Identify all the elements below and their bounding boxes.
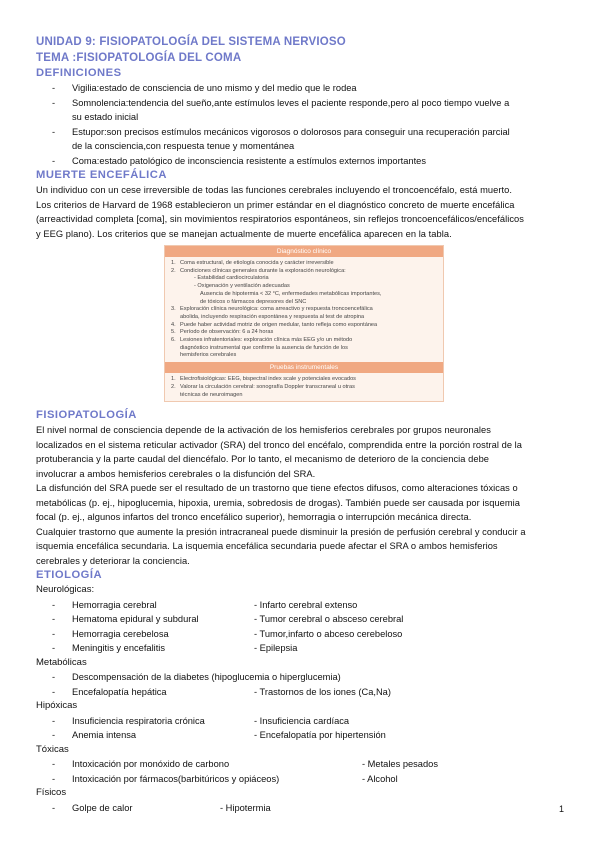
unit-title: UNIDAD 9: FISIOPATOLOGÍA DEL SISTEMA NERVIOSO [36,36,346,48]
text-line: involucrar a ambos hemisferios cerebrales o la disfunción del SRA. [36,468,316,479]
list-item: - Meningitis y encefalitis - Epilepsia [52,643,298,654]
list-item: - Descompensación de la diabetes (hipoglucemia o hiperglucemia) [52,672,341,683]
table-header-clinico: Diagnóstico clínico [165,246,443,257]
category-label: Metabólicas [36,656,87,668]
table-row: 4. Puede haber actividad motriz de origen medular, tanto refleja como espontánea [171,321,378,328]
list-item-continuation: su estado inicial [72,112,139,122]
category-label: Hipóxicas [36,700,78,712]
category-label: Neurológicas: [36,584,95,596]
fisiopatologia-paragraph [36,423,568,568]
table-row: de tóxicos o fármacos depresores del SNC [200,298,307,305]
table-row: técnicas de neuroimagen [180,391,243,398]
text-line: protuberancia y la parte caudal del diencéfalo. Por lo tanto, el mecanismo de deterioro de la conciencia debe [36,454,490,465]
table-row: 3. Exploración clínica neurológica: coma arreactivo y respuesta troncoencefálica [171,306,373,313]
list-item: - Hematoma epidural y subdural - Tumor cerebral o absceso cerebral [52,614,404,625]
table-body-clinico [165,257,443,362]
table-row: 1. Electrofisiológicas: EEG, bispectral index scale y potenciales evocados [171,376,356,383]
text-line: La disfunción del SRA puede ser el resultado de un trastorno que tiene efectos difusos, como alteraciones tóxicas o [36,483,518,494]
text-line: Cualquier trastorno que aumente la presión intracraneal puede disminuir la presión de perfusión cerebral y conducir a [36,526,526,537]
list-item: - Insuficiencia respiratoria crónica - Insuficiencia cardíaca [52,715,350,726]
text-line: localizados en el sistema reticular activador (SRA) del tronco del encéfalo, comprendida entre la porción rostral de la [36,439,523,450]
table-header-pruebas: Pruebas instrumentales [165,362,443,373]
list-item: - Intoxicación por fármacos(barbitúricos y opiáceos) - Alcohol [52,773,398,784]
list-item: - Anemia intensa - Encefalopatía por hipertensión [52,730,386,741]
criteria-table [164,245,444,402]
list-item: - Hemorragia cerebral - Infarto cerebral extenso [52,599,358,610]
category-label: Tóxicas [36,743,69,755]
list-item: - Intoxicación por monóxido de carbono - Metales pesados [52,759,438,770]
list-item: - Golpe de calor - Hipotermia [52,802,271,813]
table-row: abolida, incluyendo respiración espontánea y respuesta al test de atropina [180,313,365,320]
text-line: Un individuo con un cese irreversible de todas las funciones cerebrales incluyendo el troncoencéfalo, está muerto. [36,185,512,195]
section-title-etiologia: ETIOLOGÍA [36,569,103,582]
section-title-fisiopatologia: FISIOPATOLOGÍA [36,409,137,422]
section-title-muerte: MUERTE ENCEFÁLICA [36,169,167,181]
tema-title: TEMA :FISIOPATOLOGÍA DEL COMA [36,52,242,64]
list-item: - Hemorragia cerebelosa - Tumor,infarto o abceso cerebeloso [52,628,403,639]
table-row: hemisferios cerebrales [180,352,237,359]
table-row: 6. Lesiones infratentoriales: exploración clínica más EEG y/o un método [171,337,353,344]
table-body-pruebas [165,373,443,401]
text-line: (arreactividad completa [coma], sin movimientos respiratorios espontáneos, sin reflejos troncoencefálicos/encefálicos [36,214,524,224]
table-row: 2. Condiciones clínicas generales durante la exploración neurológica: [171,267,346,274]
document-page [36,34,568,815]
list-item: - Somnolencia:tendencia del sueño,ante estímulos leves el paciente responde,pero al poco tiempo vuelve a [52,97,510,108]
table-row: Ausencia de hipotermia < 32 °C, enfermedades metabólicas importantes, [200,290,382,297]
list-item: - Coma:estado patológico de inconsciencia resistente a estímulos externos importantes [52,155,426,166]
list-item: - Estupor:son precisos estímulos mecánicos vigorosos o dolorosos para conseguir una recuperación parcial [52,126,510,137]
table-row: 1. Coma estructural, de etiología conocida y carácter irreversible [171,260,334,266]
table-row: diagnóstico instrumental que confirme la ausencia de función de los [180,344,348,351]
text-line: focal (p. ej., algunos infartos del tronco encefálico superior), hemorragia o interrupción mecánica directa. [36,512,472,523]
list-item: - Encefalopatía hepática - Trastornos de los iones (Ca,Na) [52,686,391,697]
text-line: y EEG plano). Los criterios que se manejan actualmente de muerte encefálica aparecen en la tabla. [36,228,452,239]
category-label: Físicos [36,787,67,799]
table-row: - Estabilidad cardiocirculatoria [194,275,269,282]
text-line: isquemia encefálica secundaria. La isquemia encefálica secundaria puede afectar el SRA o ambos hemisferios [36,541,498,552]
text-line: El nivel normal de consciencia depende de la activación de los hemisferios cerebrales por grupos neuronales [36,425,491,436]
page-number: 1 [558,804,564,814]
text-line: metabólicas (p. ej., hipoglucemia, hipoxia, uremia, sobredosis de drogas). También puede ser causada por isquemia [36,497,521,508]
table-row: 5. Período de observación: 6 a 24 horas [171,329,274,336]
text-line: cerebrales y deteriorar la conciencia. [36,555,190,566]
definiciones-list [36,81,568,168]
muerte-paragraph [36,183,568,241]
section-title-definiciones: DEFINICIONES [36,67,122,79]
text-line: Los criterios de Harvard de 1968 establecieron un primer estándar en el diagnóstico concreto de muerte encefálica [36,199,515,210]
list-item-continuation: de la consciencia,con respuesta tenue y momentánea [72,141,295,151]
table-row: - Oxigenación y ventilación adecuadas [194,283,290,290]
list-item: - Vigilia:estado de consciencia de uno mismo y del medio que le rodea [52,83,357,93]
table-row: 2. Valorar la circulación cerebral: sonografía Doppler transcraneal u otras [171,383,355,390]
